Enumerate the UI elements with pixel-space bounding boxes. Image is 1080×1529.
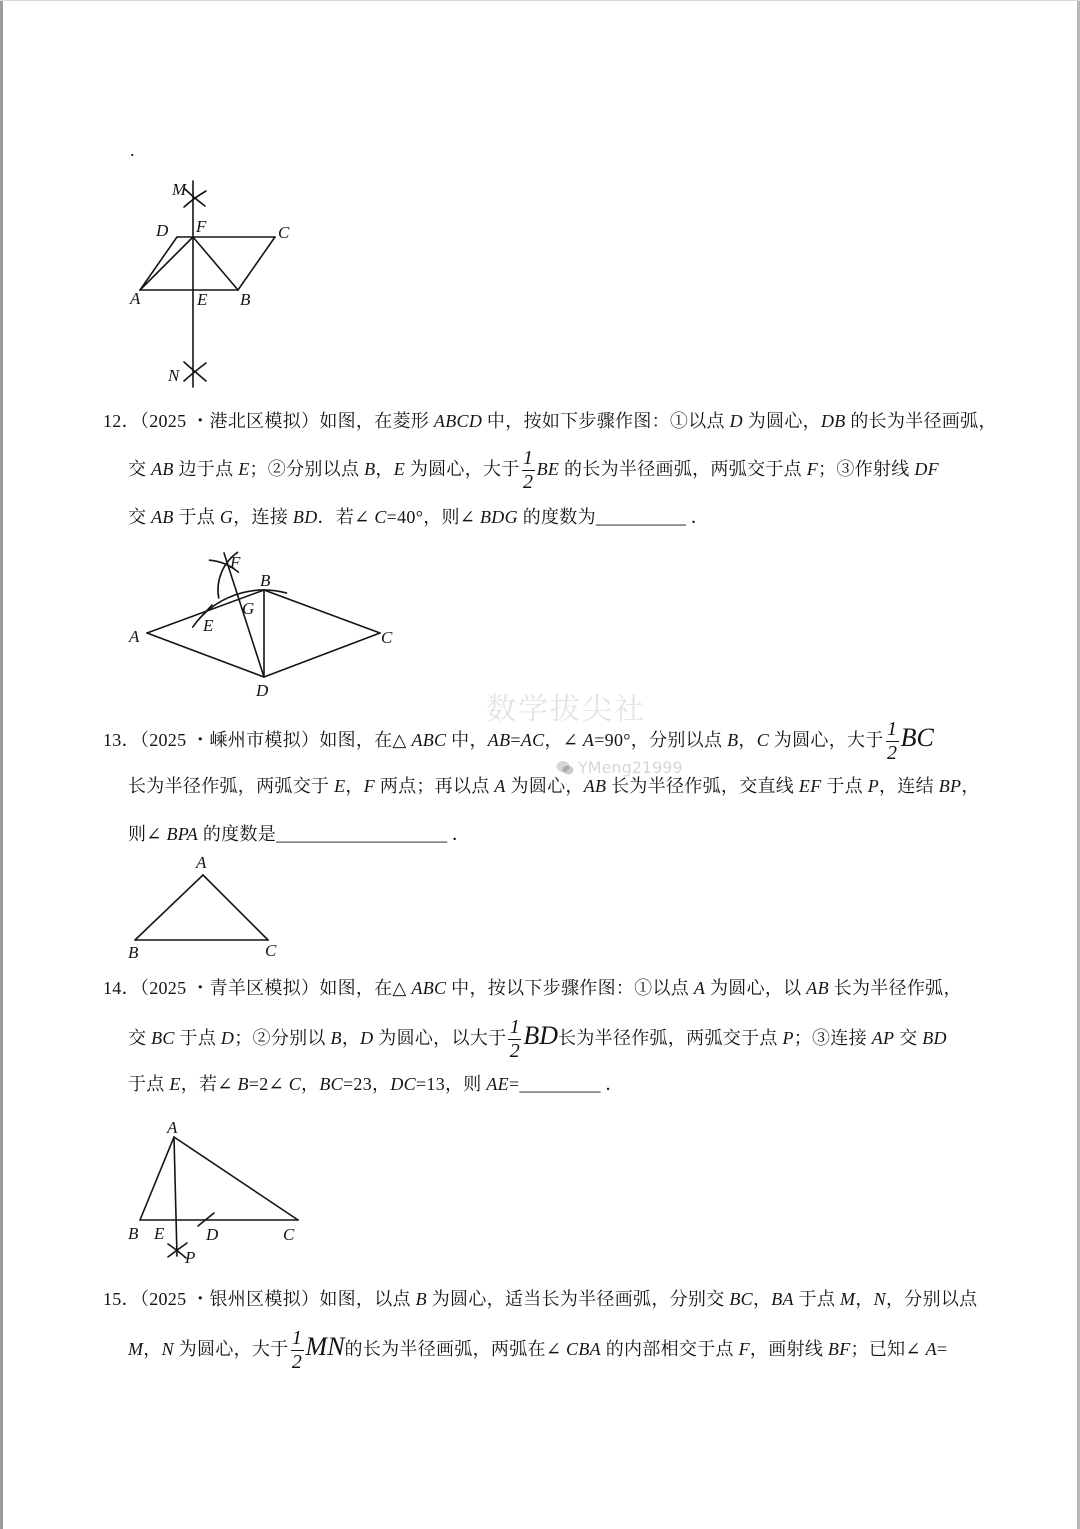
math-variable: M [128, 1339, 144, 1359]
problem-line [103, 762, 1063, 810]
problem-12 [103, 397, 1063, 541]
text-run: 于点 [821, 776, 868, 796]
problem-line [103, 714, 1063, 765]
text-run: =13，则 [415, 1074, 487, 1094]
problem-source: （2025 ・嵊州市模拟） [139, 730, 320, 750]
fraction-numerator: 1 [509, 1016, 521, 1039]
problem-source: （2025 ・青羊区模拟） [139, 978, 320, 998]
text-run: = [510, 730, 521, 750]
text-run: ， [752, 1289, 772, 1309]
math-variable: BD [292, 507, 318, 527]
text-run: ， [738, 730, 757, 750]
label-E: E [154, 1224, 165, 1243]
fraction-one-half [291, 1327, 304, 1374]
problem-number: 14． [103, 978, 140, 998]
problem-line [103, 445, 1063, 493]
label-E: E [203, 616, 214, 635]
math-variable: BC [729, 1289, 753, 1309]
math-variable: AB [151, 459, 174, 479]
text-run: ， [301, 1074, 320, 1094]
answer-blank: _________ [519, 1074, 601, 1094]
text-run: ， [375, 459, 394, 479]
label-P: P [185, 1248, 196, 1267]
page-edge-left [0, 0, 3, 1529]
problem-15 [103, 1275, 1063, 1374]
problem-number: 15． [103, 1289, 140, 1309]
text-run: 如图，在△ [319, 978, 412, 998]
fraction-one-half [886, 718, 899, 765]
label-C: C [265, 941, 277, 960]
math-variable: F [363, 776, 376, 796]
math-variable: BF [827, 1339, 851, 1359]
math-variable: B [330, 1028, 342, 1048]
problem-line [103, 1060, 1063, 1108]
text-run: =40°，则∠ [386, 507, 480, 527]
watermark-brand: 数学拔尖社 [486, 692, 646, 727]
text-run: = [508, 1074, 520, 1094]
problem-14 [103, 964, 1063, 1108]
text-run: 于点 [174, 1028, 221, 1048]
text-run: 边于点 [173, 459, 239, 479]
text-run: = [936, 1339, 948, 1359]
math-variable: E [169, 1074, 181, 1094]
math-variable: AB [583, 776, 607, 796]
fraction-denominator: 2 [886, 742, 898, 765]
math-variable: ABCD [433, 411, 483, 431]
text-run: ， [341, 1028, 361, 1048]
text-run: ，若∠ [180, 1074, 238, 1094]
side-CA [203, 875, 268, 940]
label-A: A [130, 289, 141, 308]
text-run: 两点；再以点 [375, 776, 495, 796]
text-run: 的长为半径画弧，两弧在∠ [344, 1339, 567, 1359]
figure-triangle-14 [118, 1115, 318, 1270]
text-run: 交 [128, 507, 152, 527]
text-run: 于点 [793, 1289, 841, 1309]
math-variable: F [738, 1339, 750, 1359]
math-variable: E [238, 459, 250, 479]
text-run: =23， [342, 1074, 391, 1094]
fraction-denominator: 2 [291, 1351, 303, 1374]
label-C: C [381, 628, 393, 647]
text-run: 交 [894, 1028, 923, 1048]
figure-parallelogram [115, 170, 310, 395]
math-variable: BC [319, 1074, 343, 1094]
text-run: 于点 [173, 507, 220, 527]
side-CD [264, 633, 380, 677]
text-run: ；③作射线 [818, 459, 915, 479]
text-run: 长为半径作弧，交直线 [606, 776, 799, 796]
math-variable: A [494, 776, 506, 796]
text-run: ．若∠ [317, 507, 375, 527]
text-run: 中，按以下步骤作图：①以点 [446, 978, 694, 998]
label-B: B [260, 571, 271, 590]
figure-rhombus [118, 545, 410, 705]
text-run: =2∠ [248, 1074, 289, 1094]
math-variable: E [393, 459, 406, 479]
math-variable: BA [771, 1289, 794, 1309]
text-run: ；已知∠ [850, 1339, 926, 1359]
side-BC [264, 590, 380, 633]
label-D: D [206, 1225, 219, 1244]
segment-FB [193, 237, 238, 290]
label-E: E [197, 290, 208, 309]
segment-AF [140, 237, 193, 290]
text-run: 于点 [128, 1074, 170, 1094]
fraction-numerator: 1 [886, 718, 898, 741]
math-variable: AE [486, 1074, 509, 1094]
text-run: 的度数为 [517, 507, 596, 527]
label-B: B [240, 290, 251, 309]
math-variable: B [237, 1074, 249, 1094]
math-variable: AB [806, 978, 829, 998]
fraction-numerator: 1 [291, 1327, 303, 1350]
math-variable: DF [914, 459, 939, 479]
math-variable: BPA [166, 824, 199, 844]
math-variable: ABC [411, 730, 447, 750]
text-run: 中， [446, 730, 488, 750]
text-run: 为圆心， [742, 411, 821, 431]
label-F: F [230, 553, 241, 572]
math-variable: B [364, 459, 376, 479]
math-variable: BD [922, 1028, 947, 1048]
math-variable: AB [151, 507, 174, 527]
label-A: A [196, 853, 207, 872]
math-expression: BD [523, 1021, 559, 1050]
text-run: 如图，在△ [319, 730, 412, 750]
math-variable: DB [820, 411, 846, 431]
label-B: B [128, 1224, 139, 1243]
math-variable: A [693, 978, 706, 998]
page-edge-top [0, 0, 1080, 1]
problem-line [103, 1275, 1063, 1323]
answer-blank: ___________________ [276, 824, 448, 844]
label-C: C [278, 223, 290, 242]
math-expression: MN [305, 1332, 345, 1361]
text-run: 为圆心，以大于 [373, 1028, 507, 1048]
side-CA [174, 1137, 298, 1220]
side-DA [147, 633, 264, 677]
problem-line [103, 1012, 1063, 1063]
side-AD [140, 237, 177, 290]
math-variable: P [782, 1028, 794, 1048]
math-variable: BP [938, 776, 962, 796]
label-B: B [128, 943, 139, 962]
math-variable: A [925, 1339, 937, 1359]
math-variable: D [220, 1028, 235, 1048]
problem-source: （2025 ・港北区模拟） [139, 411, 320, 431]
math-variable: C [288, 1074, 302, 1094]
text-run: 的度数是 [198, 824, 277, 844]
math-variable: M [840, 1289, 856, 1309]
math-expression: BC [900, 723, 934, 752]
math-variable: C [374, 507, 387, 527]
fraction-numerator: 1 [522, 447, 534, 470]
text-run: 长为半径作弧，两弧交于点 [558, 1028, 783, 1048]
text-run: 交 [128, 1028, 152, 1048]
text-run: =90°，分别以点 [594, 730, 728, 750]
side-AB [140, 1137, 174, 1220]
text-run: ， [961, 776, 980, 796]
math-variable: D [360, 1028, 374, 1048]
text-run: ， [345, 776, 364, 796]
math-variable: G [219, 507, 234, 527]
math-variable: BE [536, 459, 560, 479]
text-run: 则∠ [128, 824, 167, 844]
text-run: 的内部相交于点 [600, 1339, 739, 1359]
text-run: ，画射线 [749, 1339, 828, 1359]
fraction-one-half [522, 447, 535, 494]
label-A: A [129, 627, 140, 646]
figure-triangle-13 [118, 850, 288, 965]
label-F: F [196, 217, 207, 236]
text-run: ，连结 [879, 776, 939, 796]
watermark-account: YMeng21999 [578, 758, 683, 777]
math-variable: CBA [566, 1339, 601, 1359]
text-run: ， [855, 1289, 874, 1309]
label-D: D [156, 221, 169, 240]
text-run: ， [143, 1339, 162, 1359]
label-C: C [283, 1225, 295, 1244]
math-variable: B [415, 1289, 427, 1309]
label-G: G [242, 599, 255, 618]
problem-13 [103, 714, 1063, 858]
text-run: ． [685, 507, 709, 527]
math-variable: N [873, 1289, 886, 1309]
problem-line [103, 493, 1063, 541]
math-variable: B [727, 730, 739, 750]
text-run: ；②分别以点 [249, 459, 365, 479]
math-variable: AP [871, 1028, 895, 1048]
text-run: 为圆心，大于 [405, 459, 520, 479]
math-variable: P [867, 776, 880, 796]
text-run: 中，按如下步骤作图：①以点 [482, 411, 730, 431]
text-run: 为圆心，适当长为半径画弧，分别交 [426, 1289, 730, 1309]
label-M: M [172, 180, 187, 199]
math-variable: EF [798, 776, 822, 796]
label-A: A [167, 1118, 178, 1137]
math-variable: ABC [411, 978, 447, 998]
problem-number: 12． [103, 411, 140, 431]
text-run: ，连接 [233, 507, 293, 527]
math-variable: D [729, 411, 743, 431]
label-N: N [168, 366, 180, 385]
problem-source: （2025 ・银州区模拟） [139, 1289, 320, 1309]
text-run: ． [600, 1074, 624, 1094]
text-run: 如图，以点 [319, 1289, 416, 1309]
label-D: D [256, 681, 269, 700]
text-run: ． [447, 824, 471, 844]
math-variable: BC [151, 1028, 175, 1048]
text-run: 为圆心，大于 [769, 730, 884, 750]
fraction-denominator: 2 [509, 1040, 521, 1063]
text-run: ，分别以点 [885, 1289, 978, 1309]
math-variable: C [756, 730, 769, 750]
answer-blank: __________ [595, 507, 686, 527]
text-run: 为圆心，大于 [173, 1339, 289, 1359]
segment-AP [174, 1137, 177, 1256]
math-variable: N [161, 1339, 174, 1359]
math-variable: A [582, 730, 595, 750]
math-variable: F [806, 459, 819, 479]
math-variable: AC [520, 730, 545, 750]
text-run: 为圆心，以 [705, 978, 807, 998]
text-run: 为圆心， [505, 776, 584, 796]
math-variable: AB [487, 730, 511, 750]
problem-number: 13． [103, 730, 140, 750]
text-run: 长为半径作弧， [828, 978, 962, 998]
text-run: 的长为半径画弧， [845, 411, 997, 431]
text-run: 长为半径作弧，两弧交于 [128, 776, 335, 796]
math-variable: BDG [479, 507, 518, 527]
text-run: 交 [128, 459, 152, 479]
text-run: 如图，在菱形 [319, 411, 434, 431]
fraction-denominator: 2 [522, 471, 534, 494]
side-BC [238, 237, 275, 290]
text-run: 的长为半径画弧，两弧交于点 [559, 459, 807, 479]
math-variable: DC [390, 1074, 416, 1094]
problem-line [103, 964, 1063, 1012]
text-run: ；②分别以 [234, 1028, 331, 1048]
problem-line [103, 397, 1063, 445]
previous-problem-end-mark: . [130, 140, 135, 160]
fraction-one-half [508, 1016, 521, 1063]
side-AB [135, 875, 203, 940]
text-run: ，∠ [544, 730, 583, 750]
math-variable: E [334, 776, 346, 796]
text-run: ；③连接 [793, 1028, 872, 1048]
problem-line [103, 1323, 1063, 1374]
